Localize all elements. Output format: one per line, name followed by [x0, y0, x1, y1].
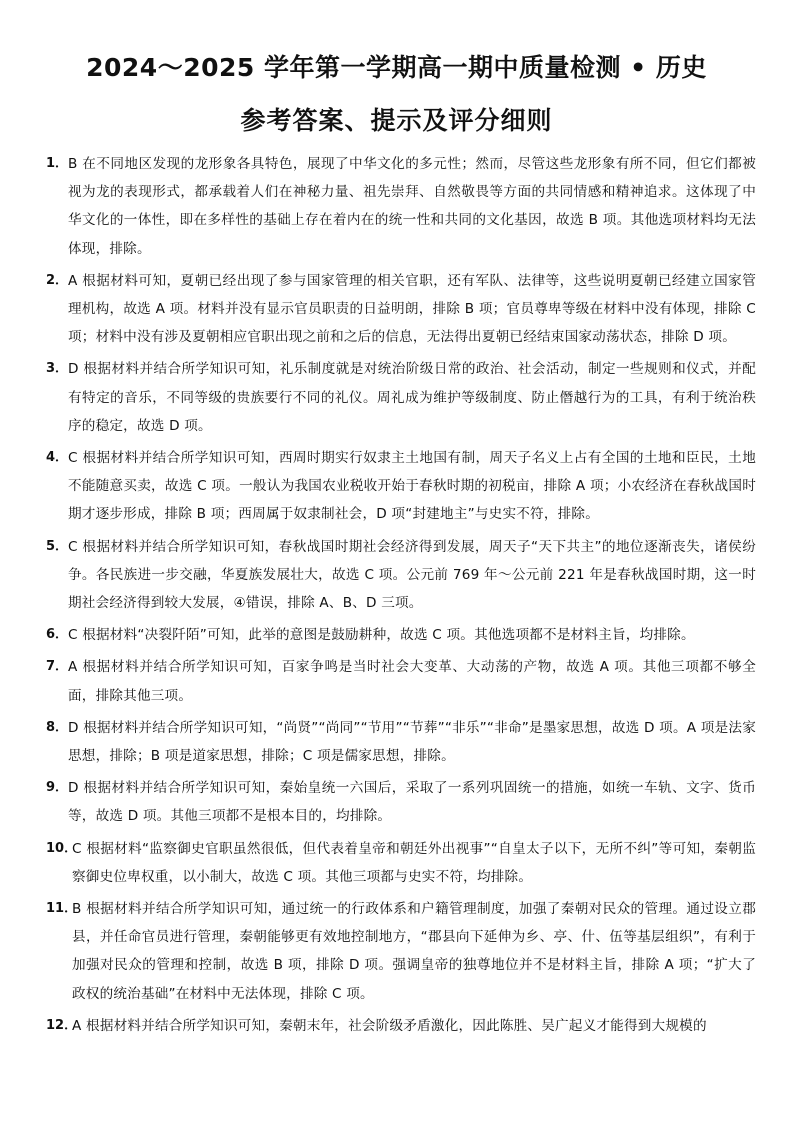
- page-subtitle: 参考答案、提示及评分细则: [240, 106, 553, 135]
- answer-number: 8．: [46, 719, 69, 735]
- answer-item-9: [46, 774, 756, 830]
- answer-number: 9．: [46, 780, 69, 796]
- answer-text: C 根据材料“监察御史官职虽然很低，但代表着皇帝和朝廷外出视事”“自皇太子以下，无所不纠”等可知，秦朝监察御史位卑权重，以小制大，故选 C 项。其他三项都与史实不符，均排除。: [72, 840, 756, 885]
- answer-text: C 根据材料并结合所学知识可知，春秋战国时期社会经济得到发展，周天子“天下共主”的地位逐渐丧失，诸侯纷争。各民族进一步交融，华夏族发展壮大，故选 C 项。公元前 769 年～公元前 221 年是春秋战国时期，这一时期社会经济得到较大发展，④错误，排除 A、B、D 三项。: [68, 538, 756, 612]
- answer-number: 5．: [46, 538, 69, 554]
- answer-number: 11．: [46, 901, 78, 917]
- answer-text: D 根据材料并结合所学知识可知，礼乐制度就是对统治阶级日常的政治、社会活动，制定一些规则和仪式，并配有特定的音乐，不同等级的贵族要行不同的礼仪。周礼成为维护等级制度、防止僭越行为的工具，有利于统治秩序的稳定，故选 D 项。: [68, 361, 756, 434]
- answer-number: 10．: [46, 840, 78, 856]
- answer-text: A 根据材料并结合所学知识可知，秦朝末年，社会阶级矛盾激化，因此陈胜、吴广起义才能得到大规模的: [72, 1017, 707, 1034]
- answer-text: D 根据材料并结合所学知识可知，“尚贤”“尚同”“节用”“节葬”“非乐”“非命”是墨家思想，故选 D 项。A 项是法家思想，排除；B 项是道家思想，排除；C 项是儒家思想，排除。: [68, 719, 756, 765]
- answer-list: [46, 150, 756, 1044]
- answer-number: 6．: [46, 627, 69, 643]
- answer-number: 4．: [46, 450, 69, 466]
- answer-item-4: [46, 444, 756, 529]
- answer-text: B 在不同地区发现的龙形象各具特色，展现了中华文化的多元性；然而，尽管这些龙形象有所不同，但它们都被视为龙的表现形式，都承载着人们在神秘力量、祖先崇拜、自然敬畏等方面的共同情感和精神追求。这体现了中华文化的一体性，即在多样性的基础上存在着内在的统一性和共同的文化基因，故选 B 项。其他选项材料均无法体现，排除。: [68, 156, 756, 257]
- answer-number: 7．: [46, 659, 69, 675]
- answer-text: A 根据材料并结合所学知识可知，百家争鸣是当时社会大变革、大动荡的产物，故选 A 项。其他三项都不够全面，排除其他三项。: [68, 659, 756, 704]
- answer-text: C 根据材料“决裂阡陌”可知，此举的意图是鼓励耕种，故选 C 项。其他选项都不是材料主旨，均排除。: [68, 627, 695, 644]
- answer-item-12: [46, 1012, 756, 1040]
- answer-item-6: [46, 621, 756, 649]
- answer-item-7: [46, 653, 756, 709]
- answer-number: 12．: [46, 1017, 78, 1033]
- answer-text: B 根据材料并结合所学知识可知，通过统一的行政体系和户籍管理制度，加强了秦朝对民众的管理。通过设立郡县，并任命官员进行管理，秦朝能够更有效地控制地方，“郡县向下延伸为乡、亭、什、伍等基层组织”，有利于加强对民众的管理和控制，故选 B 项，排除 D 项。强调皇帝的独尊地位并不是材料主旨，排除 A 项；“扩大了政权的统治基础”在材料中无法体现，排除 C 项。: [72, 901, 756, 1002]
- answer-item-8: [46, 714, 756, 770]
- answer-item-11: [46, 895, 756, 1008]
- answer-number: 1．: [46, 156, 69, 171]
- answer-item-10: [46, 835, 756, 891]
- answer-item-3: [46, 355, 756, 440]
- answer-text: C 根据材料并结合所学知识可知，西周时期实行奴隶主土地国有制，周天子名义上占有全国的土地和臣民，土地不能随意买卖，故选 C 项。一般认为我国农业税收开始于春秋时期的初税亩，排除 A 项；小农经济在春秋战国时期才逐步形成，排除 B 项；西周属于奴隶制社会，D 项“封建地主”与史实不符，排除。: [68, 450, 756, 523]
- answer-number: 3．: [46, 361, 69, 377]
- answer-text: A 根据材料可知，夏朝已经出现了参与国家管理的相关官职，还有军队、法律等，这些说明夏朝已经建立国家管理机构，故选 A 项。材料并没有显示官员职责的日益明朗，排除 B 项；官员尊卑等级在材料中没有体现，排除 C 项；材料中没有涉及夏朝相应官职出现之前和之后的信息，无法得出夏朝已经结束国家动荡状态，排除 D 项。: [68, 272, 756, 346]
- page-title: 2024～2025 学年第一学期高一期中质量检测 • 历史: [86, 53, 707, 82]
- answer-item-1: [46, 150, 756, 263]
- answer-item-2: [46, 267, 756, 352]
- answer-text: D 根据材料并结合所学知识可知，秦始皇统一六国后，采取了一系列巩固统一的措施，如统一车轨、文字、货币等，故选 D 项。其他三项都不是根本目的，均排除。: [68, 780, 756, 825]
- answer-item-5: [46, 533, 756, 618]
- answer-number: 2．: [46, 272, 69, 288]
